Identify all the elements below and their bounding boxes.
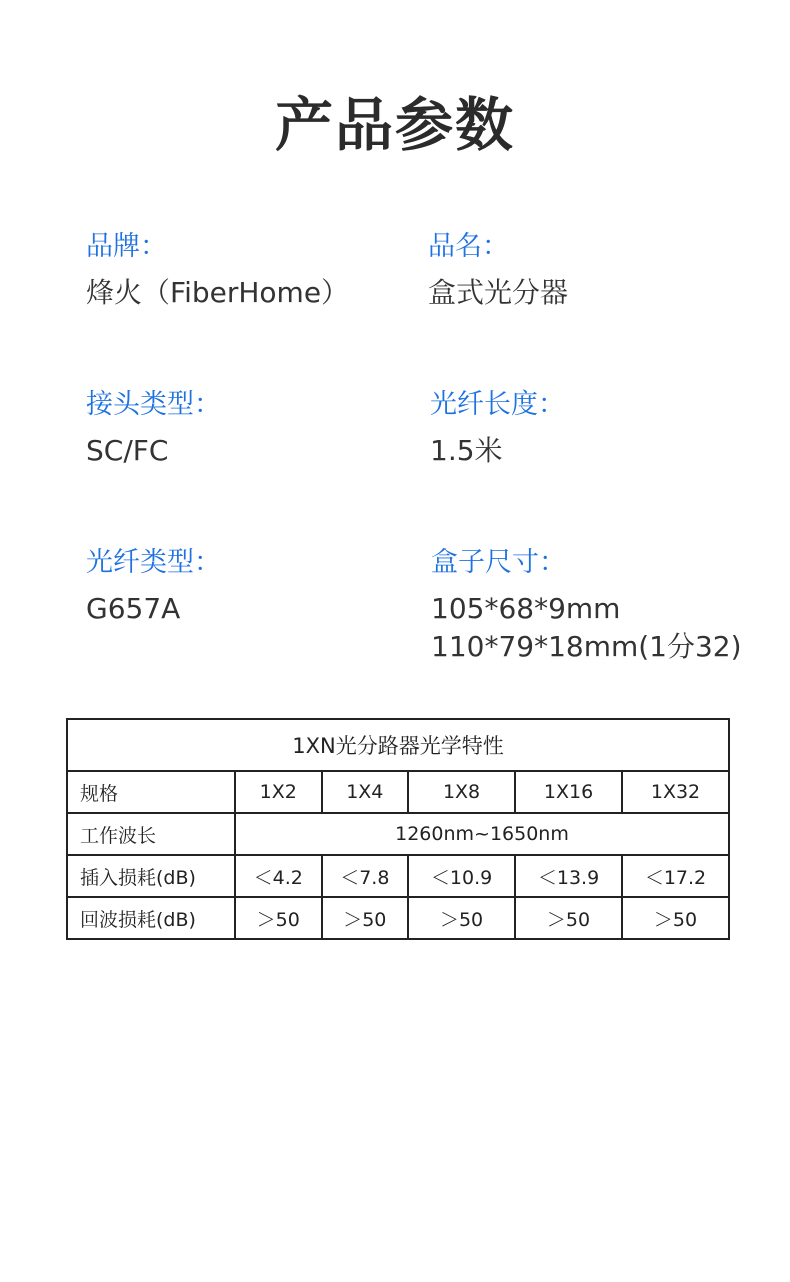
param-value: G657A	[86, 592, 181, 625]
table-cell: 1X4	[322, 771, 409, 813]
table-cell: ＞50	[235, 897, 322, 939]
table-row-return-loss	[67, 897, 729, 939]
table-cell: ＞50	[622, 897, 729, 939]
table-row-insertion-loss	[67, 855, 729, 897]
param-product-name	[428, 230, 568, 312]
param-value: SC/FC	[86, 434, 169, 467]
optical-spec-table	[66, 718, 730, 940]
param-label: 光纤类型：	[86, 547, 221, 578]
table-cell: 1X32	[622, 771, 729, 813]
table-cell: ＞50	[408, 897, 515, 939]
page-title: 产品参数	[274, 91, 515, 159]
row-label: 回波损耗(dB)	[67, 897, 235, 939]
table-cell: 1X2	[235, 771, 322, 813]
param-connector-type	[86, 388, 221, 470]
param-label: 接头类型：	[86, 389, 221, 420]
param-fiber-length	[430, 388, 565, 470]
param-fiber-type	[86, 546, 221, 628]
table-row-wavelength	[67, 813, 729, 855]
param-label: 光纤长度：	[430, 389, 565, 420]
param-label: 盒子尺寸：	[431, 547, 566, 578]
param-value: 盒式光分器	[428, 276, 569, 309]
table-cell: 1260nm~1650nm	[235, 813, 729, 855]
table-row-spec	[67, 771, 729, 813]
table-cell: ＜10.9	[408, 855, 515, 897]
box-size-value-1: 105*68*9mm	[431, 592, 621, 625]
row-label: 插入损耗(dB)	[67, 855, 235, 897]
table-cell: ＜13.9	[515, 855, 622, 897]
param-label: 品名：	[428, 231, 509, 262]
param-value	[431, 590, 742, 666]
table-cell: 1X16	[515, 771, 622, 813]
table-title: 1XN光分路器光学特性	[67, 719, 729, 771]
table-cell: ＞50	[322, 897, 409, 939]
table-cell: ＜4.2	[235, 855, 322, 897]
param-brand	[86, 230, 349, 312]
box-size-value-2: 110*79*18mm(1分32)	[431, 630, 742, 663]
row-label: 规格	[67, 771, 235, 813]
param-value: 烽火（FiberHome）	[86, 276, 350, 309]
table-cell: 1X8	[408, 771, 515, 813]
param-label: 品牌：	[86, 231, 167, 262]
param-value: 1.5米	[430, 434, 503, 467]
row-label: 工作波长	[67, 813, 235, 855]
table-cell: ＞50	[515, 897, 622, 939]
param-box-size	[431, 546, 742, 666]
table-cell: ＜7.8	[322, 855, 409, 897]
table-cell: ＜17.2	[622, 855, 729, 897]
